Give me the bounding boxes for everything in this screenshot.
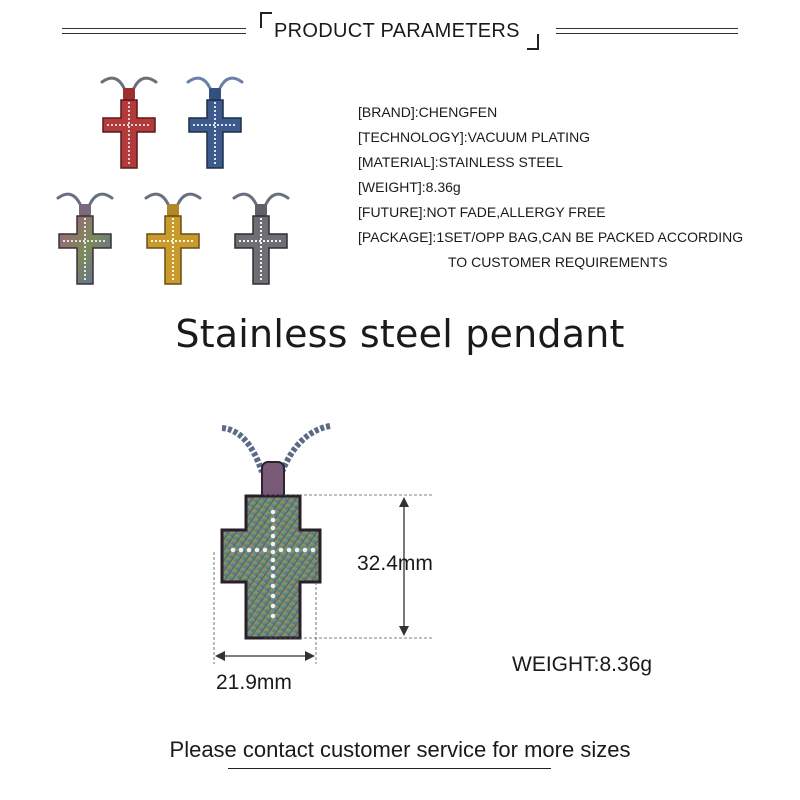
product-heading: Stainless steel pendant [175, 312, 625, 356]
header-rule-right [556, 28, 738, 29]
pendant-dimension-diagram [190, 420, 450, 670]
variant-red-cross-image [98, 70, 160, 170]
spec-technology: [TECHNOLOGY]:VACUUM PLATING [358, 129, 591, 145]
variant-blue-cross-image [184, 70, 246, 170]
spec-weight: [WEIGHT]:8.36g [358, 179, 461, 195]
header-rule-left-lower [62, 33, 246, 34]
width-dimension-label: 21.9mm [216, 671, 292, 694]
weight-label: WEIGHT:8.36g [512, 653, 653, 676]
variant-rainbow-cross-image [54, 186, 116, 286]
height-dimension-label: 32.4mm [357, 552, 433, 575]
spec-future: [FUTURE]:NOT FADE,ALLERGY FREE [358, 204, 606, 220]
spec-brand: [BRAND]:CHENGFEN [358, 104, 498, 120]
spec-package: [PACKAGE]:1SET/OPP BAG,CAN BE PACKED ACCORDING [358, 229, 744, 245]
variant-steel-cross-image [230, 186, 292, 286]
product-specs [358, 100, 743, 275]
variant-gold-cross-image [142, 186, 204, 286]
width-arrow [215, 651, 315, 661]
header-bracket-top-left [260, 12, 272, 28]
footer-contact-text: Please contact customer service for more sizes [169, 737, 631, 762]
header-rule-right-lower [556, 33, 738, 34]
footer-underline [228, 768, 551, 769]
header-rule-left [62, 28, 246, 29]
page-title: PRODUCT PARAMETERS [274, 20, 520, 42]
header-bracket-bottom-right [527, 34, 539, 50]
spec-material: [MATERIAL]:STAINLESS STEEL [358, 154, 563, 170]
spec-package-continued: TO CUSTOMER REQUIREMENTS [448, 254, 668, 270]
